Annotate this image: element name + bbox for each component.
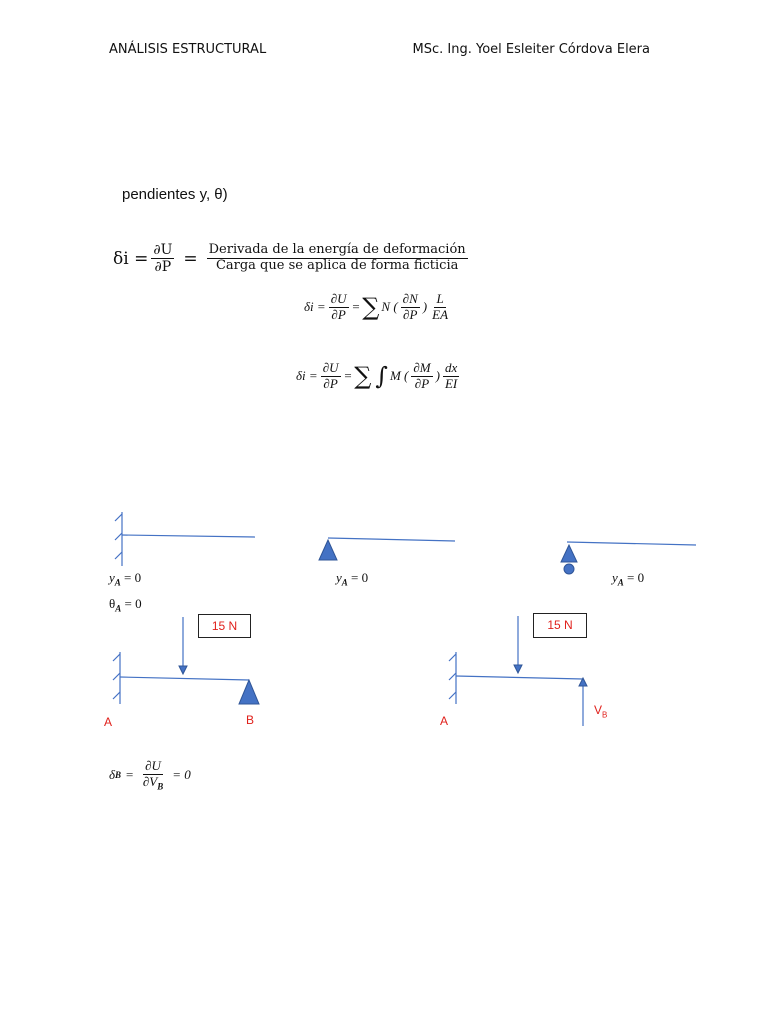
var-y: y [612,570,618,585]
sum-symbol: ∑ [354,362,372,391]
point-label-a1: A [104,715,113,729]
condition-fixed-yA [109,570,141,588]
formula3-den: ∂P [323,375,338,391]
pin-support-icon [319,540,337,560]
deltab-den-sub: B [157,781,164,792]
hatch [113,654,120,661]
formula2-lden: EA [432,306,449,322]
formula2-close: ) [422,299,428,315]
beam-3 [567,542,696,545]
formula-delta-b [109,759,191,792]
sub-a: A [114,577,121,588]
value: = 0 [124,596,142,611]
roller-wheel-icon [564,564,574,574]
hatch [115,514,122,521]
roller-support-icon [561,545,577,562]
arrowhead-down-icon [179,666,187,674]
beam-5 [456,676,583,679]
reaction-label [594,703,607,719]
formula2-den: ∂P [331,306,346,322]
formula3-lnum: dx [444,360,458,375]
formula2-num: ∂U [330,291,347,306]
formula2-lhs: δi = [304,299,326,315]
deltab-fraction [141,759,165,792]
formula2-pnum: ∂N [402,291,418,306]
value: = 0 [627,570,645,585]
sum-symbol: ∑ [362,293,380,322]
deltab-den-main: ∂V [142,773,158,789]
formula2-factor: N ( [381,299,398,315]
point-label-b: B [246,713,255,727]
hatch [113,673,120,680]
value: = 0 [124,570,142,585]
formula1-lhs: δi = [113,248,149,269]
hatch [449,692,456,699]
formula3-close: ) [435,368,440,384]
pin-support-b-icon [239,680,259,704]
deltab-lhs-sub: B [115,770,122,781]
formula1-den: ∂P [154,259,172,276]
header-author: MSc. Ing. Yoel Esleiter Córdova Elera [412,42,650,57]
formula2-equals: = [351,299,361,315]
deltab-equals: = [125,767,134,783]
var-theta: θ [109,596,116,611]
sub-a: A [115,603,122,614]
formula3-lhs: δi = [296,368,318,384]
formula3-pnum: ∂M [413,360,431,375]
hatch [115,552,122,559]
beam-2 [328,538,455,541]
beam-4 [120,677,249,680]
load-box-left: 15 N [198,614,251,638]
hatch [449,654,456,661]
header-course-title: ANÁLISIS ESTRUCTURAL [109,42,267,57]
sub-a: A [341,577,348,588]
reaction-var: V [594,703,603,717]
deltab-rhs: = 0 [172,767,191,783]
formula1-num: ∂U [153,242,173,258]
formula2-lnum: L [436,291,444,306]
deltab-num: ∂U [145,758,161,773]
deltab-den [141,775,165,792]
formula3-num: ∂U [322,360,339,375]
formula1-equals: = [183,248,198,269]
formula3-lden: EI [444,375,458,391]
formula1-text-num: Derivada de la energía de deformación [208,242,466,258]
point-label-a2: A [440,714,449,728]
formula3-equals: = [343,368,353,384]
var-y: y [109,570,115,585]
integral-symbol: ∫ [375,362,388,391]
arrowhead-down-icon [514,665,522,673]
value: = 0 [351,570,369,585]
hatch [449,673,456,680]
condition-fixed-thetaA [109,596,142,614]
formula2-pden: ∂P [403,306,418,322]
reaction-sub: B [602,710,608,720]
hatch [113,692,120,699]
var-y: y [336,570,342,585]
beam-1 [122,535,255,537]
intro-text: pendientes y, θ) [122,186,228,203]
condition-pin-yA [336,570,368,588]
formula1-text-den: Carga que se aplica de forma ficticia [215,258,459,274]
load-box-right: 15 N [533,613,587,638]
condition-roller-yA [612,570,644,588]
deltab-lhs: δ [109,767,116,783]
formula3-pden: ∂P [414,375,430,391]
formula3-factor: M ( [389,368,409,384]
sub-a: A [617,577,624,588]
hatch [115,533,122,540]
